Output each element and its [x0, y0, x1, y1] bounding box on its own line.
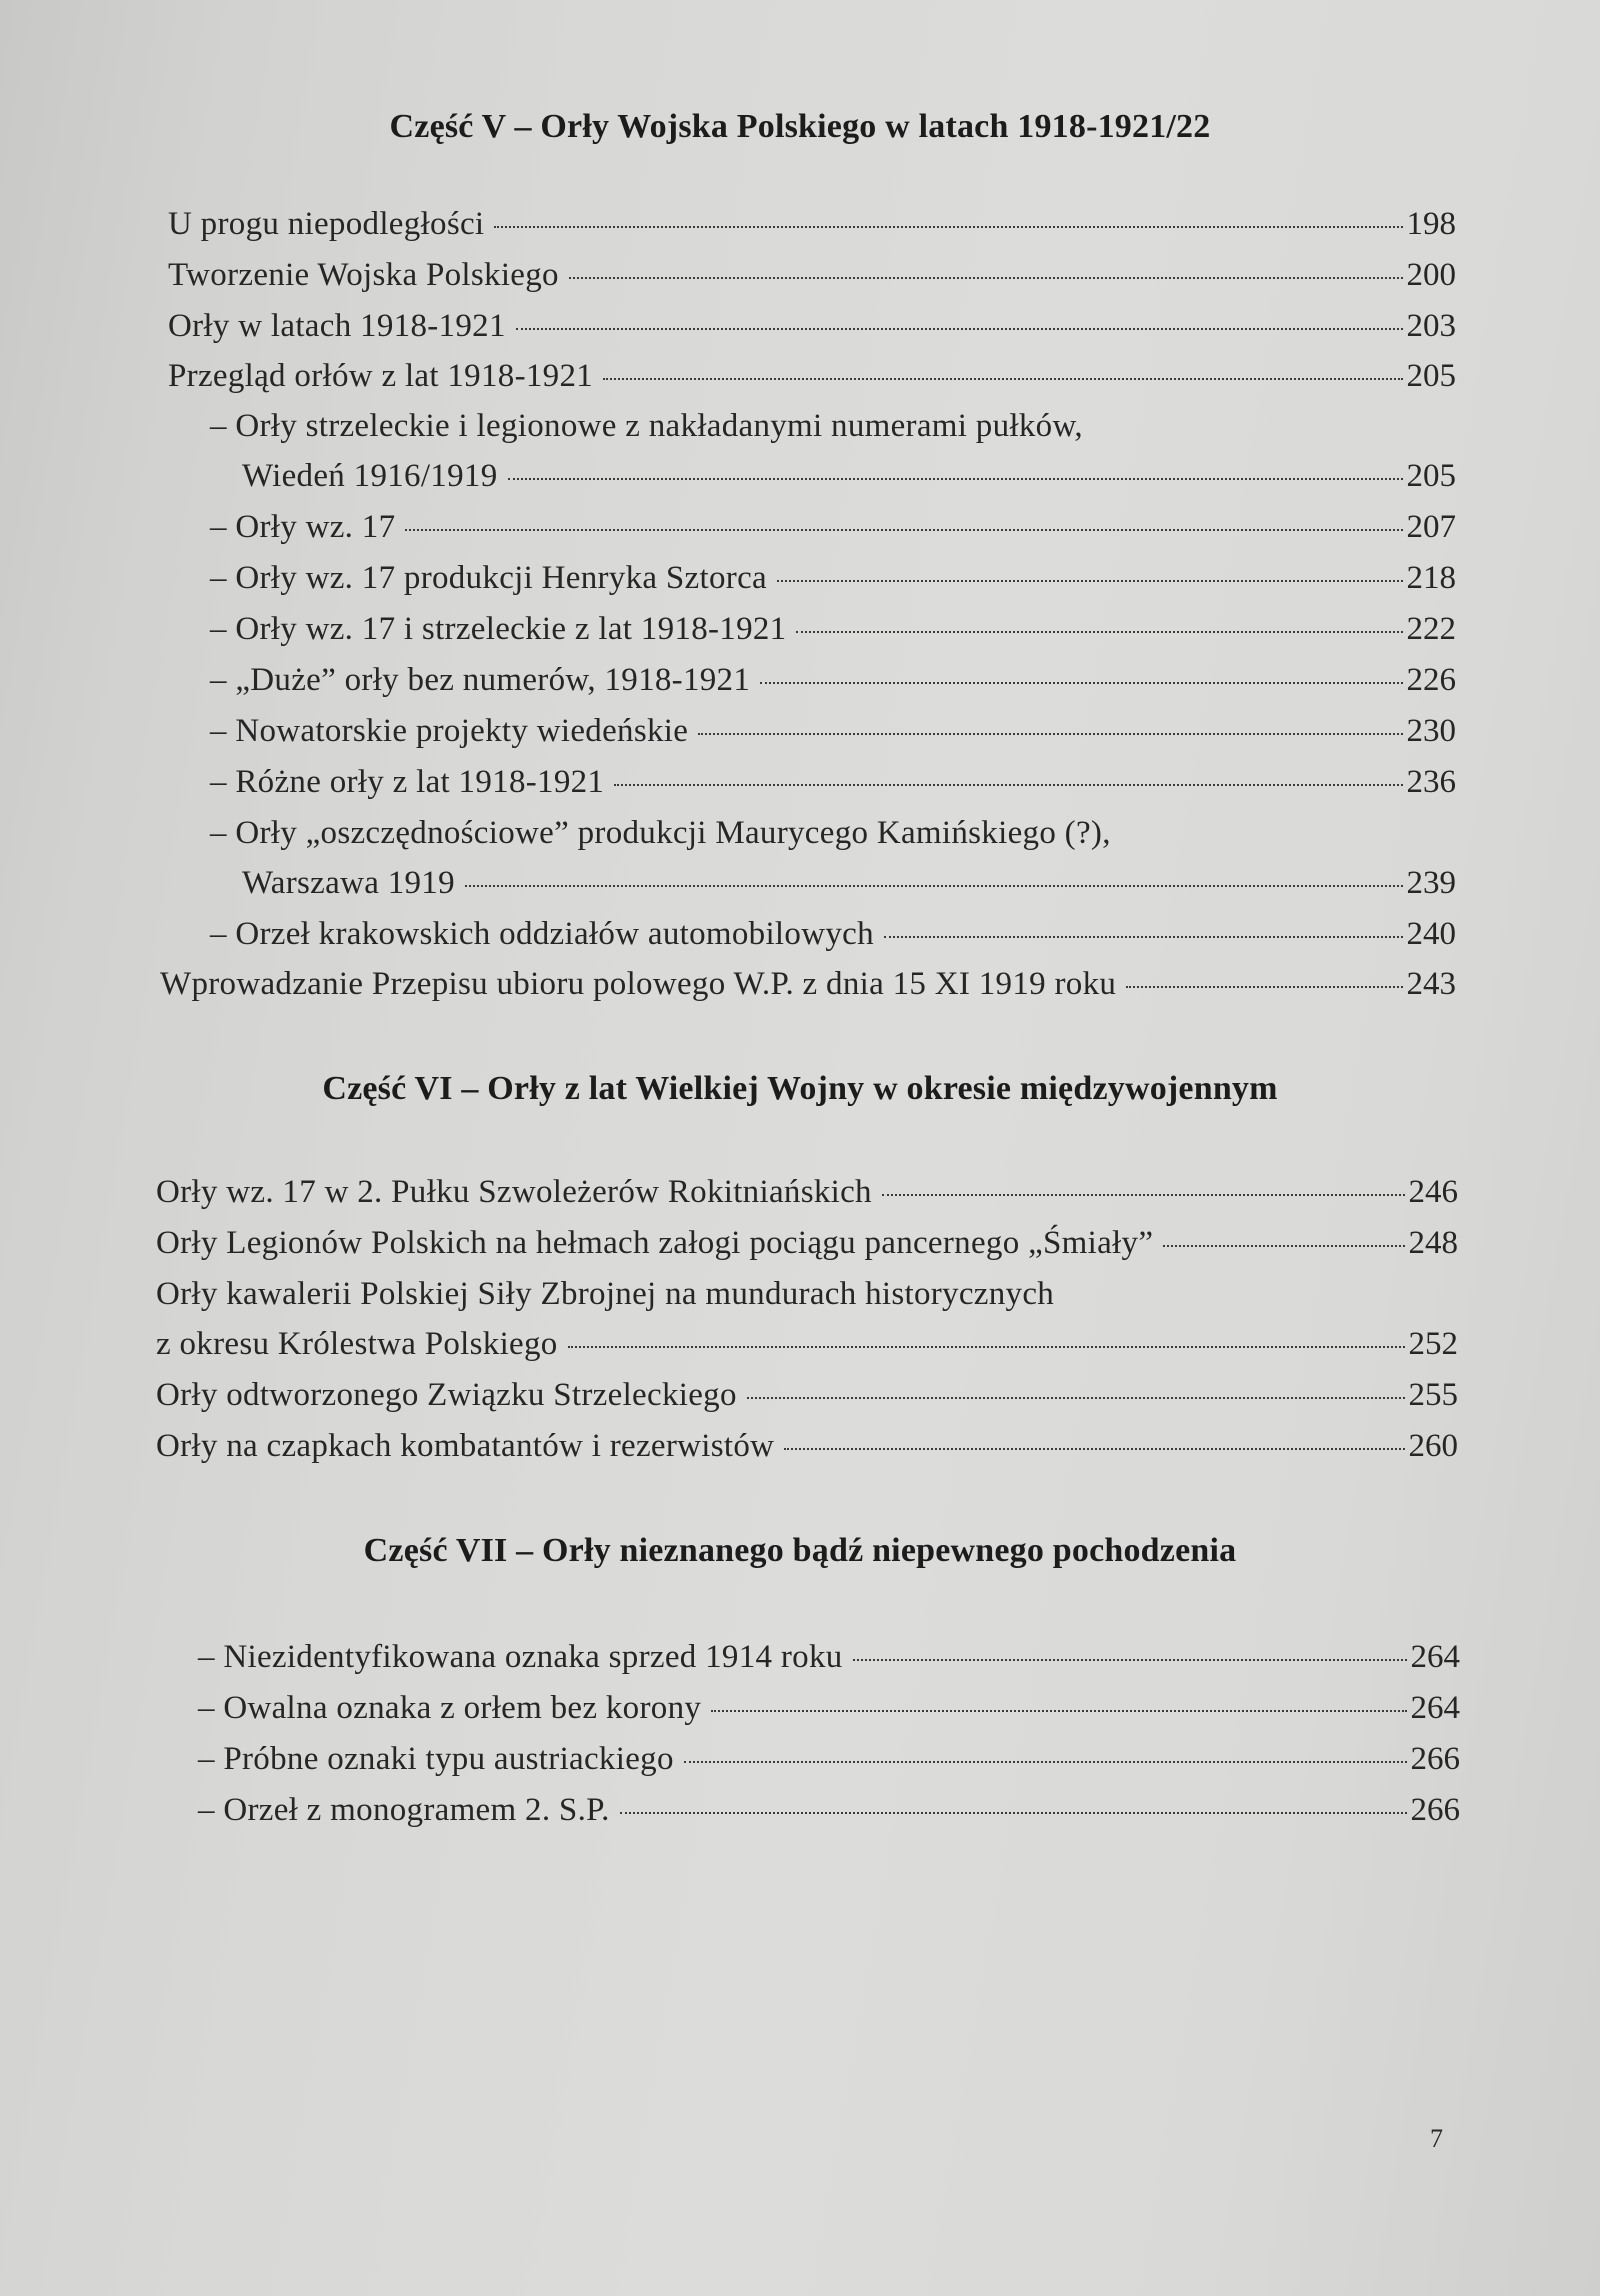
- toc-entry: [160, 964, 1456, 1004]
- toc-entry: [198, 1739, 1460, 1779]
- toc-entry-label: – Orzeł z monogramem 2. S.P.: [198, 1792, 610, 1828]
- toc-entry-page: 203: [1406, 308, 1456, 344]
- dot-leader: [796, 631, 1402, 633]
- toc-entry: [242, 456, 1456, 496]
- toc-entry-page: 230: [1406, 713, 1456, 749]
- dot-leader: [884, 936, 1403, 938]
- toc-entry: [156, 1172, 1458, 1212]
- toc-entry: [156, 1274, 1054, 1314]
- page-number: 7: [1430, 2124, 1443, 2153]
- toc-entry: [210, 813, 1111, 853]
- dot-leader: [516, 328, 1403, 330]
- dot-leader: [853, 1659, 1407, 1661]
- toc-entry-label: – Orły wz. 17 produkcji Henryka Sztorca: [210, 560, 767, 596]
- toc-entry-label: Orły odtworzonego Związku Strzeleckiego: [156, 1377, 737, 1413]
- toc-entry-label: Przegląd orłów z lat 1918-1921: [168, 358, 594, 394]
- toc-entry-label: – Orły wz. 17 i strzeleckie z lat 1918-1921: [210, 611, 787, 647]
- dot-leader: [1126, 986, 1402, 988]
- dot-leader: [760, 682, 1402, 684]
- dot-leader: [620, 1812, 1407, 1814]
- section-title-part-vi: Część VI – Orły z lat Wielkiej Wojny w okresie międzywojennym: [322, 1070, 1278, 1107]
- toc-entry: [156, 1324, 1458, 1364]
- toc-entry-label: z okresu Królestwa Polskiego: [156, 1326, 558, 1362]
- toc-entry: [210, 609, 1456, 649]
- dot-leader: [569, 277, 1403, 279]
- toc-entry-page: 240: [1406, 916, 1456, 952]
- dot-leader: [405, 529, 1402, 531]
- toc-entry: [210, 507, 1456, 547]
- toc-entry-label: Wiedeń 1916/1919: [242, 458, 498, 494]
- toc-entry-label: Orły na czapkach kombatantów i rezerwistów: [156, 1428, 775, 1464]
- toc-entry-page: 207: [1406, 509, 1456, 545]
- toc-entry: [242, 863, 1456, 903]
- toc-entry-label: Warszawa 1919: [242, 865, 455, 901]
- toc-entry: [156, 1375, 1458, 1415]
- toc-entry-page: 205: [1406, 358, 1456, 394]
- toc-entry-page: 200: [1406, 257, 1456, 293]
- toc-entry: [168, 204, 1456, 244]
- toc-entry-page: 248: [1408, 1225, 1458, 1261]
- toc-entry-label: – Próbne oznaki typu austriackiego: [198, 1741, 674, 1777]
- toc-entry-label: – Niezidentyfikowana oznaka sprzed 1914 roku: [198, 1639, 843, 1675]
- toc-entry-page: 246: [1408, 1174, 1458, 1210]
- toc-entry-page: 252: [1408, 1326, 1458, 1362]
- toc-entry: [198, 1688, 1460, 1728]
- dot-leader: [698, 733, 1402, 735]
- dot-leader: [508, 478, 1403, 480]
- toc-entry-label: Orły w latach 1918-1921: [168, 308, 506, 344]
- dot-leader: [568, 1346, 1405, 1348]
- toc-entry: [168, 306, 1456, 346]
- toc-entry-label: Orły Legionów Polskich na hełmach załogi pociągu pancernego „Śmiały”: [156, 1225, 1154, 1261]
- section-title-part-vii: Część VII – Orły nieznanego bądź niepewnego pochodzenia: [363, 1532, 1237, 1569]
- toc-entry: [210, 762, 1456, 802]
- toc-entry: [210, 406, 1083, 446]
- toc-entry-label: – Orły wz. 17: [210, 509, 396, 545]
- dot-leader: [1163, 1245, 1404, 1247]
- toc-entry-page: 266: [1410, 1741, 1460, 1777]
- dot-leader: [614, 784, 1402, 786]
- toc-entry: [210, 914, 1456, 954]
- toc-entry: [156, 1426, 1458, 1466]
- toc-entry-page: 255: [1408, 1377, 1458, 1413]
- toc-entry-label: – Owalna oznaka z orłem bez korony: [198, 1690, 702, 1726]
- dot-leader: [465, 885, 1403, 887]
- toc-entry-label: Tworzenie Wojska Polskiego: [168, 257, 559, 293]
- toc-entry: [156, 1223, 1458, 1263]
- toc-entry: [168, 356, 1456, 396]
- toc-entry-page: 243: [1406, 966, 1456, 1002]
- toc-entry: [210, 660, 1456, 700]
- toc-entry: [168, 255, 1456, 295]
- toc-entry-label: Wprowadzanie Przepisu ubioru polowego W.P. z dnia 15 XI 1919 roku: [160, 966, 1117, 1002]
- toc-entry-page: 264: [1410, 1639, 1460, 1675]
- dot-leader: [747, 1397, 1405, 1399]
- toc-entry-page: 198: [1406, 206, 1456, 242]
- toc-entry-label: – Orły „oszczędnościowe” produkcji Maurycego Kamińskiego (?),: [210, 815, 1111, 851]
- toc-entry-label: – Nowatorskie projekty wiedeńskie: [210, 713, 689, 749]
- toc-entry-label: – Różne orły z lat 1918-1921: [210, 764, 605, 800]
- toc-entry-page: 205: [1406, 458, 1456, 494]
- toc-entry: [210, 558, 1456, 598]
- toc-entry-label: – Orzeł krakowskich oddziałów automobilowych: [210, 916, 874, 952]
- toc-entry: [198, 1790, 1460, 1830]
- dot-leader: [882, 1194, 1405, 1196]
- dot-leader: [784, 1448, 1404, 1450]
- toc-entry-page: 226: [1406, 662, 1456, 698]
- toc-entry-page: 260: [1408, 1428, 1458, 1464]
- toc-entry-page: 218: [1406, 560, 1456, 596]
- toc-entry-page: 222: [1406, 611, 1456, 647]
- section-title-part-v: Część V – Orły Wojska Polskiego w latach 1918-1921/22: [389, 108, 1211, 145]
- toc-entry-label: – Orły strzeleckie i legionowe z nakładanymi numerami pułków,: [210, 408, 1083, 444]
- toc-entry: [198, 1637, 1460, 1677]
- toc-entry: [210, 711, 1456, 751]
- dot-leader: [603, 378, 1402, 380]
- toc-entry-page: 236: [1406, 764, 1456, 800]
- toc-entry-page: 239: [1406, 865, 1456, 901]
- toc-entry-label: – „Duże” orły bez numerów, 1918-1921: [210, 662, 751, 698]
- dot-leader: [494, 226, 1402, 228]
- dot-leader: [711, 1710, 1406, 1712]
- toc-entry-page: 264: [1410, 1690, 1460, 1726]
- toc-entry-label: Orły wz. 17 w 2. Pułku Szwoleżerów Rokitniańskich: [156, 1174, 872, 1210]
- dot-leader: [684, 1761, 1407, 1763]
- dot-leader: [777, 580, 1403, 582]
- toc-entry-page: 266: [1410, 1792, 1460, 1828]
- toc-entry-label: Orły kawalerii Polskiej Siły Zbrojnej na mundurach historycznych: [156, 1276, 1055, 1312]
- toc-entry-label: U progu niepodległości: [168, 206, 485, 242]
